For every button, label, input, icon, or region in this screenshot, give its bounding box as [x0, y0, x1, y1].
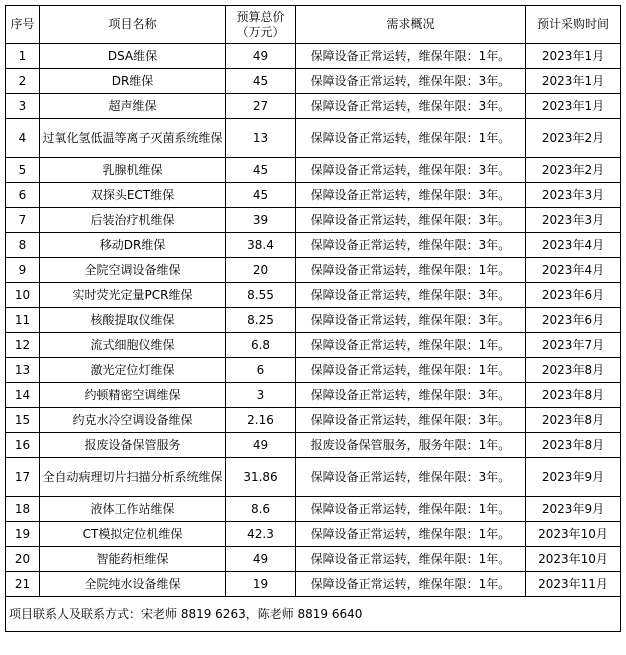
table-header-row [6, 6, 621, 44]
row-time: 2023年9月 [526, 458, 621, 497]
row-requirement: 保障设备正常运转，维保年限：1年。 [296, 44, 526, 69]
row-name: 约克水冷空调设备维保 [40, 408, 226, 433]
row-budget: 8.25 [226, 308, 296, 333]
row-time: 2023年4月 [526, 233, 621, 258]
row-index: 5 [6, 158, 40, 183]
row-budget: 6.8 [226, 333, 296, 358]
table-row [6, 208, 621, 233]
row-name: CT模拟定位机维保 [40, 522, 226, 547]
row-index: 19 [6, 522, 40, 547]
row-index: 6 [6, 183, 40, 208]
row-requirement: 保障设备正常运转，维保年限：1年。 [296, 572, 526, 597]
header-requirement: 需求概况 [296, 6, 526, 44]
row-time: 2023年9月 [526, 497, 621, 522]
row-index: 9 [6, 258, 40, 283]
row-requirement: 报废设备保管服务，服务年限：1年。 [296, 433, 526, 458]
table-row [6, 258, 621, 283]
row-budget: 8.55 [226, 283, 296, 308]
row-time: 2023年1月 [526, 44, 621, 69]
row-name: 双探头ECT维保 [40, 183, 226, 208]
row-index: 13 [6, 358, 40, 383]
row-budget: 45 [226, 69, 296, 94]
table-row [6, 547, 621, 572]
row-index: 20 [6, 547, 40, 572]
row-time: 2023年8月 [526, 433, 621, 458]
row-name: 超声维保 [40, 94, 226, 119]
row-name: 全自动病理切片扫描分析系统维保 [40, 458, 226, 497]
table-row [6, 283, 621, 308]
row-name: 乳腺机维保 [40, 158, 226, 183]
row-budget: 20 [226, 258, 296, 283]
row-index: 16 [6, 433, 40, 458]
row-budget: 31.86 [226, 458, 296, 497]
table-row [6, 94, 621, 119]
table-row [6, 183, 621, 208]
table-row [6, 408, 621, 433]
table-row [6, 158, 621, 183]
row-name: 移动DR维保 [40, 233, 226, 258]
row-name: 全院空调设备维保 [40, 258, 226, 283]
row-name: 后装治疗机维保 [40, 208, 226, 233]
table-row [6, 333, 621, 358]
contact-info: 项目联系人及联系方式：宋老师 8819 6263，陈老师 8819 6640 [6, 597, 621, 632]
row-name: 智能药柜维保 [40, 547, 226, 572]
row-time: 2023年10月 [526, 522, 621, 547]
row-index: 18 [6, 497, 40, 522]
row-time: 2023年3月 [526, 208, 621, 233]
table-row [6, 572, 621, 597]
row-time: 2023年8月 [526, 358, 621, 383]
table-row [6, 233, 621, 258]
row-name: 核酸提取仪维保 [40, 308, 226, 333]
table-row [6, 433, 621, 458]
row-time: 2023年2月 [526, 119, 621, 158]
row-budget: 2.16 [226, 408, 296, 433]
row-requirement: 保障设备正常运转，维保年限：3年。 [296, 308, 526, 333]
row-time: 2023年4月 [526, 258, 621, 283]
row-time: 2023年8月 [526, 383, 621, 408]
row-requirement: 保障设备正常运转，维保年限：3年。 [296, 383, 526, 408]
row-index: 14 [6, 383, 40, 408]
row-requirement: 保障设备正常运转，维保年限：1年。 [296, 333, 526, 358]
row-requirement: 保障设备正常运转，维保年限：1年。 [296, 547, 526, 572]
row-time: 2023年8月 [526, 408, 621, 433]
row-budget: 39 [226, 208, 296, 233]
row-name: DSA维保 [40, 44, 226, 69]
row-budget: 3 [226, 383, 296, 408]
procurement-table-wrapper [5, 5, 621, 632]
row-index: 2 [6, 69, 40, 94]
row-time: 2023年10月 [526, 547, 621, 572]
row-budget: 8.6 [226, 497, 296, 522]
header-name: 项目名称 [40, 6, 226, 44]
table-body [6, 44, 621, 597]
row-time: 2023年11月 [526, 572, 621, 597]
row-requirement: 保障设备正常运转，维保年限：1年。 [296, 119, 526, 158]
row-index: 8 [6, 233, 40, 258]
table-row [6, 458, 621, 497]
row-index: 21 [6, 572, 40, 597]
row-requirement: 保障设备正常运转，维保年限：3年。 [296, 233, 526, 258]
row-budget: 49 [226, 44, 296, 69]
row-name: DR维保 [40, 69, 226, 94]
row-budget: 27 [226, 94, 296, 119]
table-row [6, 497, 621, 522]
row-time: 2023年6月 [526, 283, 621, 308]
row-index: 1 [6, 44, 40, 69]
row-index: 12 [6, 333, 40, 358]
row-budget: 45 [226, 158, 296, 183]
table-row [6, 358, 621, 383]
row-requirement: 保障设备正常运转，维保年限：3年。 [296, 208, 526, 233]
row-budget: 49 [226, 433, 296, 458]
row-name: 约顿精密空调维保 [40, 383, 226, 408]
row-budget: 38.4 [226, 233, 296, 258]
row-index: 17 [6, 458, 40, 497]
row-requirement: 保障设备正常运转，维保年限：3年。 [296, 458, 526, 497]
row-requirement: 保障设备正常运转，维保年限：1年。 [296, 258, 526, 283]
row-time: 2023年2月 [526, 158, 621, 183]
table-row [6, 44, 621, 69]
table-row [6, 308, 621, 333]
row-index: 15 [6, 408, 40, 433]
row-requirement: 保障设备正常运转，维保年限：3年。 [296, 94, 526, 119]
row-time: 2023年1月 [526, 94, 621, 119]
table-footer-row [6, 597, 621, 632]
table-row [6, 522, 621, 547]
row-name: 流式细胞仪维保 [40, 333, 226, 358]
row-requirement: 保障设备正常运转，维保年限：1年。 [296, 497, 526, 522]
row-requirement: 保障设备正常运转，维保年限：3年。 [296, 69, 526, 94]
table-row [6, 119, 621, 158]
row-budget: 45 [226, 183, 296, 208]
row-budget: 42.3 [226, 522, 296, 547]
row-time: 2023年6月 [526, 308, 621, 333]
row-index: 3 [6, 94, 40, 119]
row-index: 11 [6, 308, 40, 333]
row-requirement: 保障设备正常运转，维保年限：3年。 [296, 283, 526, 308]
table-row [6, 383, 621, 408]
row-requirement: 保障设备正常运转，维保年限：3年。 [296, 408, 526, 433]
row-time: 2023年3月 [526, 183, 621, 208]
row-index: 7 [6, 208, 40, 233]
row-budget: 13 [226, 119, 296, 158]
row-name: 全院纯水设备维保 [40, 572, 226, 597]
row-requirement: 保障设备正常运转，维保年限：3年。 [296, 183, 526, 208]
table-row [6, 69, 621, 94]
row-time: 2023年7月 [526, 333, 621, 358]
row-requirement: 保障设备正常运转，维保年限：1年。 [296, 358, 526, 383]
row-budget: 49 [226, 547, 296, 572]
row-index: 4 [6, 119, 40, 158]
header-time: 预计采购时间 [526, 6, 621, 44]
header-index: 序号 [6, 6, 40, 44]
row-budget: 19 [226, 572, 296, 597]
procurement-table [5, 5, 621, 632]
header-budget: 预算总价（万元） [226, 6, 296, 44]
row-name: 液体工作站维保 [40, 497, 226, 522]
row-requirement: 保障设备正常运转，维保年限：3年。 [296, 158, 526, 183]
row-index: 10 [6, 283, 40, 308]
row-name: 激光定位灯维保 [40, 358, 226, 383]
row-name: 实时荧光定量PCR维保 [40, 283, 226, 308]
row-requirement: 保障设备正常运转，维保年限：1年。 [296, 522, 526, 547]
row-name: 过氧化氢低温等离子灭菌系统维保 [40, 119, 226, 158]
row-budget: 6 [226, 358, 296, 383]
row-time: 2023年1月 [526, 69, 621, 94]
row-name: 报废设备保管服务 [40, 433, 226, 458]
